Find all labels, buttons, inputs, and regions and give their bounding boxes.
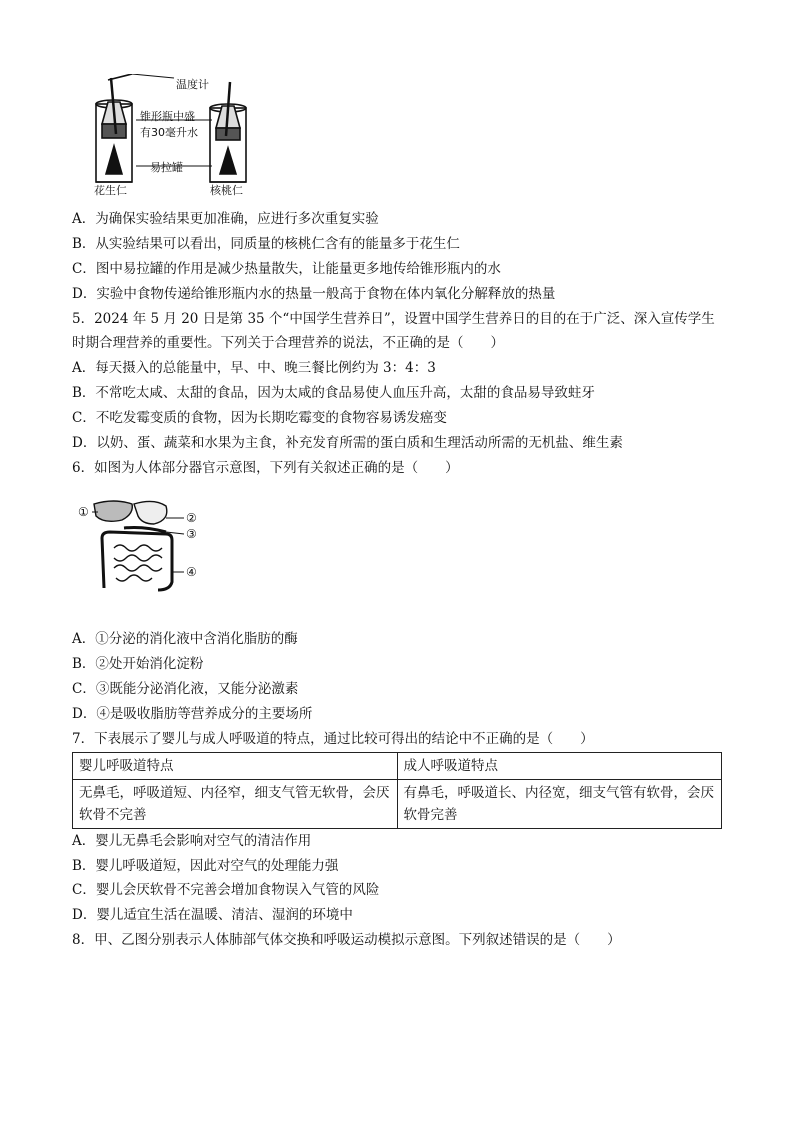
q6-stem: 6．如图为人体部分器官示意图，下列有关叙述正确的是（ ）	[72, 460, 459, 476]
q5-stem-line1: 5．2024 年 5 月 20 日是第 35 个“中国学生营养日”，设置中国学生营养日的目的在于广泛、深入宣传学生	[72, 311, 715, 327]
left-apparatus	[96, 74, 132, 182]
q4-option-d: D．实验中食物传递给锥形瓶内水的热量一般高于食物在体内氧化分解释放的热量	[72, 286, 556, 302]
figure-label-3: ③	[186, 527, 197, 541]
stomach-shape	[134, 501, 167, 524]
thermometer-label: 温度计	[176, 78, 209, 91]
flask-label-2: 有30毫升水	[140, 126, 198, 139]
right-apparatus	[210, 82, 246, 182]
table-header-adult: 成人呼吸道特点	[397, 753, 722, 780]
can-label: 易拉罐	[150, 161, 183, 174]
combustion-apparatus-figure	[80, 74, 280, 196]
q5-stem-line2: 时期合理营养的重要性。下列关于合理营养的说法，不正确的是（ ）	[72, 335, 504, 351]
liver-shape	[94, 501, 132, 521]
q7-option-b: B．婴儿呼吸道短，因此对空气的处理能力强	[72, 858, 339, 874]
q4-option-c: C．图中易拉罐的作用是减少热量散失，让能量更多地传给锥形瓶内的水	[72, 261, 501, 277]
q4-option-b: B．从实验结果可以看出，同质量的核桃仁含有的能量多于花生仁	[72, 236, 460, 252]
q5-option-a: A．每天摄入的总能量中，早、中、晚三餐比例约为 3：4：3	[72, 360, 436, 376]
q4-option-a: A．为确保实验结果更加准确，应进行多次重复实验	[72, 211, 379, 227]
digestive-system-figure	[74, 498, 214, 598]
table-row	[73, 780, 722, 829]
q5-option-d: D．以奶、蛋、蔬菜和水果为主食，补充发育所需的蛋白质和生理活动所需的无机盐、维生素	[72, 435, 623, 451]
q6-option-c: C．③既能分泌消化液，又能分泌激素	[72, 681, 299, 697]
respiratory-comparison-table	[72, 752, 722, 829]
q5-option-c: C．不吃发霉变质的食物，因为长期吃霉变的食物容易诱发癌变	[72, 410, 447, 426]
q5-option-b: B．不常吃太咸、太甜的食品，因为太咸的食品易使人血压升高，太甜的食品易导致蛀牙	[72, 385, 595, 401]
right-food-label: 核桃仁	[210, 184, 243, 196]
q7-option-c: C．婴儿会厌软骨不完善会增加食物误入气管的风险	[72, 882, 380, 898]
figure-label-2: ②	[186, 511, 197, 525]
table-cell-adult: 有鼻毛，呼吸道长、内径宽，细支气管有软骨，会厌软骨完善	[397, 780, 722, 829]
table-header-row	[73, 753, 722, 780]
table-header-infant: 婴儿呼吸道特点	[73, 753, 398, 780]
q7-option-d: D．婴儿适宜生活在温暖、清洁、湿润的环境中	[72, 907, 353, 923]
figure-label-4: ④	[186, 565, 197, 579]
small-intestine-shape	[114, 545, 162, 581]
large-intestine-shape	[102, 532, 172, 590]
q6-option-a: A．①分泌的消化液中含消化脂肪的酶	[72, 631, 298, 647]
q6-option-b: B．②处开始消化淀粉	[72, 656, 204, 672]
q7-stem: 7．下表展示了婴儿与成人呼吸道的特点，通过比较可得出的结论中不正确的是（ ）	[72, 731, 594, 747]
table-cell-infant: 无鼻毛，呼吸道短、内径窄，细支气管无软骨，会厌软骨不完善	[73, 780, 398, 829]
q8-stem: 8．甲、乙图分别表示人体肺部气体交换和呼吸运动模拟示意图。下列叙述错误的是（ ）	[72, 932, 621, 948]
q7-option-a: A．婴儿无鼻毛会影响对空气的清洁作用	[72, 833, 312, 849]
left-food-label: 花生仁	[94, 184, 127, 196]
figure-label-1: ①	[78, 505, 89, 519]
q6-option-d: D．④是吸收脂肪等营养成分的主要场所	[72, 706, 313, 722]
flask-label-1: 锥形瓶中盛	[140, 110, 195, 123]
